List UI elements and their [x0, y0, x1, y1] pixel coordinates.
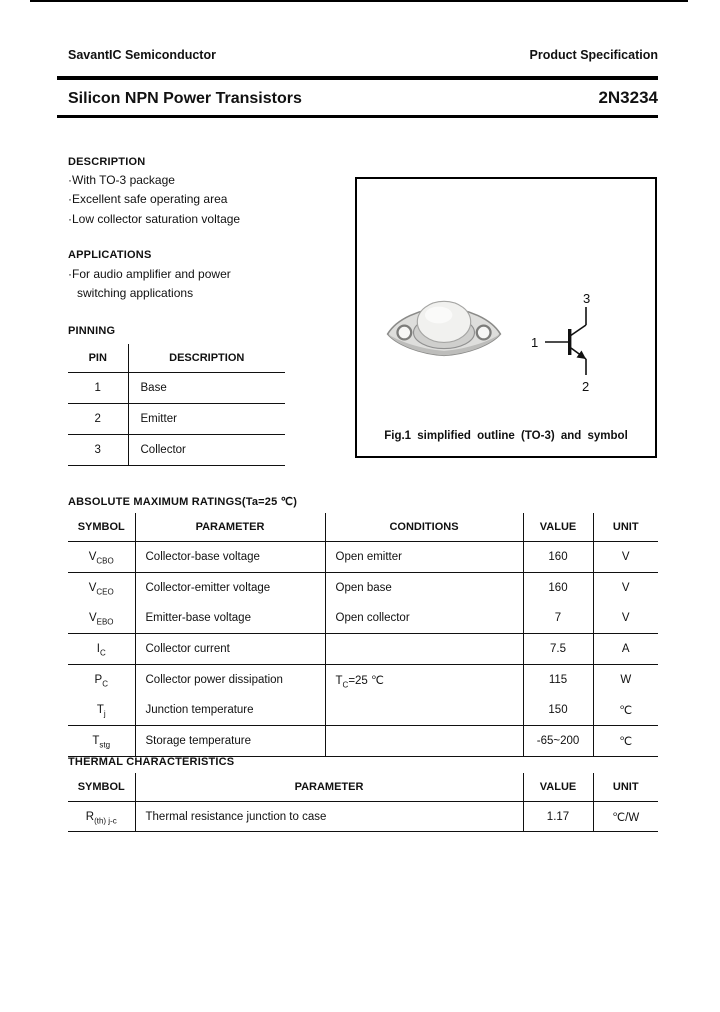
- pin-label-base: 1: [531, 335, 539, 350]
- value-column-header: VALUE: [523, 773, 593, 802]
- pin-number-cell: 2: [68, 404, 128, 435]
- table-row: [68, 665, 658, 696]
- transistor-symbol: [523, 287, 623, 395]
- title-row: [68, 88, 658, 108]
- unit-column-header: UNIT: [593, 773, 658, 802]
- description-item: ·With TO-3 package: [68, 173, 175, 187]
- figure-box: [355, 177, 657, 458]
- page-header: [68, 48, 658, 62]
- abs-max-table: [68, 513, 658, 757]
- conditions-column-header: CONDITIONS: [325, 513, 523, 542]
- parameter-cell: Collector-base voltage: [135, 542, 325, 573]
- table-row: [68, 404, 285, 435]
- table-row: [68, 573, 658, 604]
- product-spec-label: Product Specification: [529, 48, 658, 62]
- table-row: [68, 802, 658, 832]
- to3-package-image: [383, 289, 505, 373]
- parameter-cell: Emitter-base voltage: [135, 603, 325, 634]
- figure-caption: Fig.1 simplified outline (TO-3) and symbol: [384, 430, 628, 442]
- conditions-cell: Open collector: [325, 603, 523, 634]
- unit-cell: ℃: [593, 726, 658, 757]
- applications-list: [68, 265, 231, 304]
- table-row: [68, 435, 285, 466]
- value-column-header: VALUE: [523, 513, 593, 542]
- header-divider-bottom: [57, 115, 658, 118]
- parameter-cell: Collector-emitter voltage: [135, 573, 325, 604]
- pinning-table: [68, 344, 285, 466]
- unit-cell: ℃: [593, 695, 658, 726]
- symbol-cell: $V_{CEO}$: [68, 573, 135, 604]
- table-row: [68, 542, 658, 573]
- mounting-hole-icon: [397, 326, 411, 340]
- unit-cell: V: [593, 542, 658, 573]
- parameter-column-header: PARAMETER: [135, 513, 325, 542]
- symbol-cell: $T_{stg}$: [68, 726, 135, 757]
- symbol-column-header: SYMBOL: [68, 773, 135, 802]
- table-row: [68, 634, 658, 665]
- page-title: Silicon NPN Power Transistors: [68, 90, 302, 107]
- symbol-cell: $R_{(th) j-c}$: [68, 802, 135, 832]
- thermal-table: [68, 773, 658, 832]
- pin-number-cell: 3: [68, 435, 128, 466]
- symbol-column-header: SYMBOL: [68, 513, 135, 542]
- pin-description-cell: Collector: [128, 435, 285, 466]
- value-cell: 115: [523, 665, 593, 696]
- value-cell: 7: [523, 603, 593, 634]
- symbol-cell: $V_{EBO}$: [68, 603, 135, 634]
- symbol-cell: $P_C$: [68, 665, 135, 696]
- pin-column-header: PIN: [68, 344, 128, 373]
- unit-cell: V: [621, 582, 630, 594]
- parameter-cell: Thermal resistance junction to case: [135, 802, 523, 832]
- pin-description-cell: Base: [128, 373, 285, 404]
- symbol-cell: $T_j$: [68, 695, 135, 726]
- parameter-cell: Collector power dissipation: [135, 665, 325, 696]
- value-cell: 160: [523, 573, 593, 604]
- description-list: [68, 171, 240, 229]
- pin-description-cell: Emitter: [128, 404, 285, 435]
- thermal-heading: THERMAL CHARACTERISTICS: [68, 756, 235, 768]
- description-heading: DESCRIPTION: [68, 156, 146, 168]
- description-item: ·Low collector saturation voltage: [68, 211, 241, 226]
- table-row: [68, 603, 658, 634]
- conditions-cell: $T_C=25$ ℃: [325, 665, 523, 696]
- abs-max-heading: ABSOLUTE MAXIMUM RATINGS(Ta=25 ℃): [68, 496, 298, 508]
- conditions-cell: [325, 726, 523, 757]
- conditions-cell: Open base: [325, 573, 523, 604]
- value-cell: 150: [523, 695, 593, 726]
- unit-cell: A: [593, 634, 658, 665]
- pin-label-collector: 3: [583, 291, 591, 306]
- emitter-arrow-icon: [577, 351, 587, 360]
- parameter-cell: Storage temperature: [135, 726, 325, 757]
- value-cell: 160: [523, 542, 593, 573]
- pinning-heading: PINNING: [68, 325, 116, 337]
- scan-artifact-line: [30, 0, 688, 2]
- table-row: [68, 695, 658, 726]
- vendor-name: SavantIC Semiconductor: [68, 48, 216, 62]
- unit-cell: ℃/W: [593, 802, 658, 832]
- symbol-cell: $I_C$: [68, 634, 135, 665]
- description-item: ·Excellent safe operating area: [68, 192, 228, 207]
- conditions-cell: Open emitter: [325, 542, 523, 573]
- part-number: 2N3234: [598, 88, 658, 107]
- mounting-hole-icon: [477, 326, 491, 340]
- applications-line: switching applications: [77, 286, 194, 301]
- applications-line: ·For audio amplifier and power: [68, 267, 231, 281]
- parameter-cell: Junction temperature: [135, 695, 325, 726]
- value-cell: 7.5: [523, 634, 593, 665]
- unit-cell: V: [593, 603, 658, 634]
- conditions-cell: [325, 695, 523, 726]
- unit-column-header: UNIT: [593, 513, 658, 542]
- symbol-cell: $V_{CBO}$: [68, 542, 135, 573]
- table-row: [68, 373, 285, 404]
- description-column-header: DESCRIPTION: [128, 344, 285, 373]
- pin-label-emitter: 2: [582, 379, 590, 394]
- table-row: [68, 726, 658, 757]
- conditions-cell: [325, 634, 523, 665]
- parameter-cell: Collector current: [135, 634, 325, 665]
- value-cell: -65~200: [523, 726, 593, 757]
- applications-heading: APPLICATIONS: [68, 249, 152, 261]
- pin-number-cell: 1: [68, 373, 128, 404]
- unit-cell: W: [620, 674, 632, 686]
- header-divider-top: [57, 76, 658, 80]
- value-cell: 1.17: [523, 802, 593, 832]
- parameter-column-header: PARAMETER: [135, 773, 523, 802]
